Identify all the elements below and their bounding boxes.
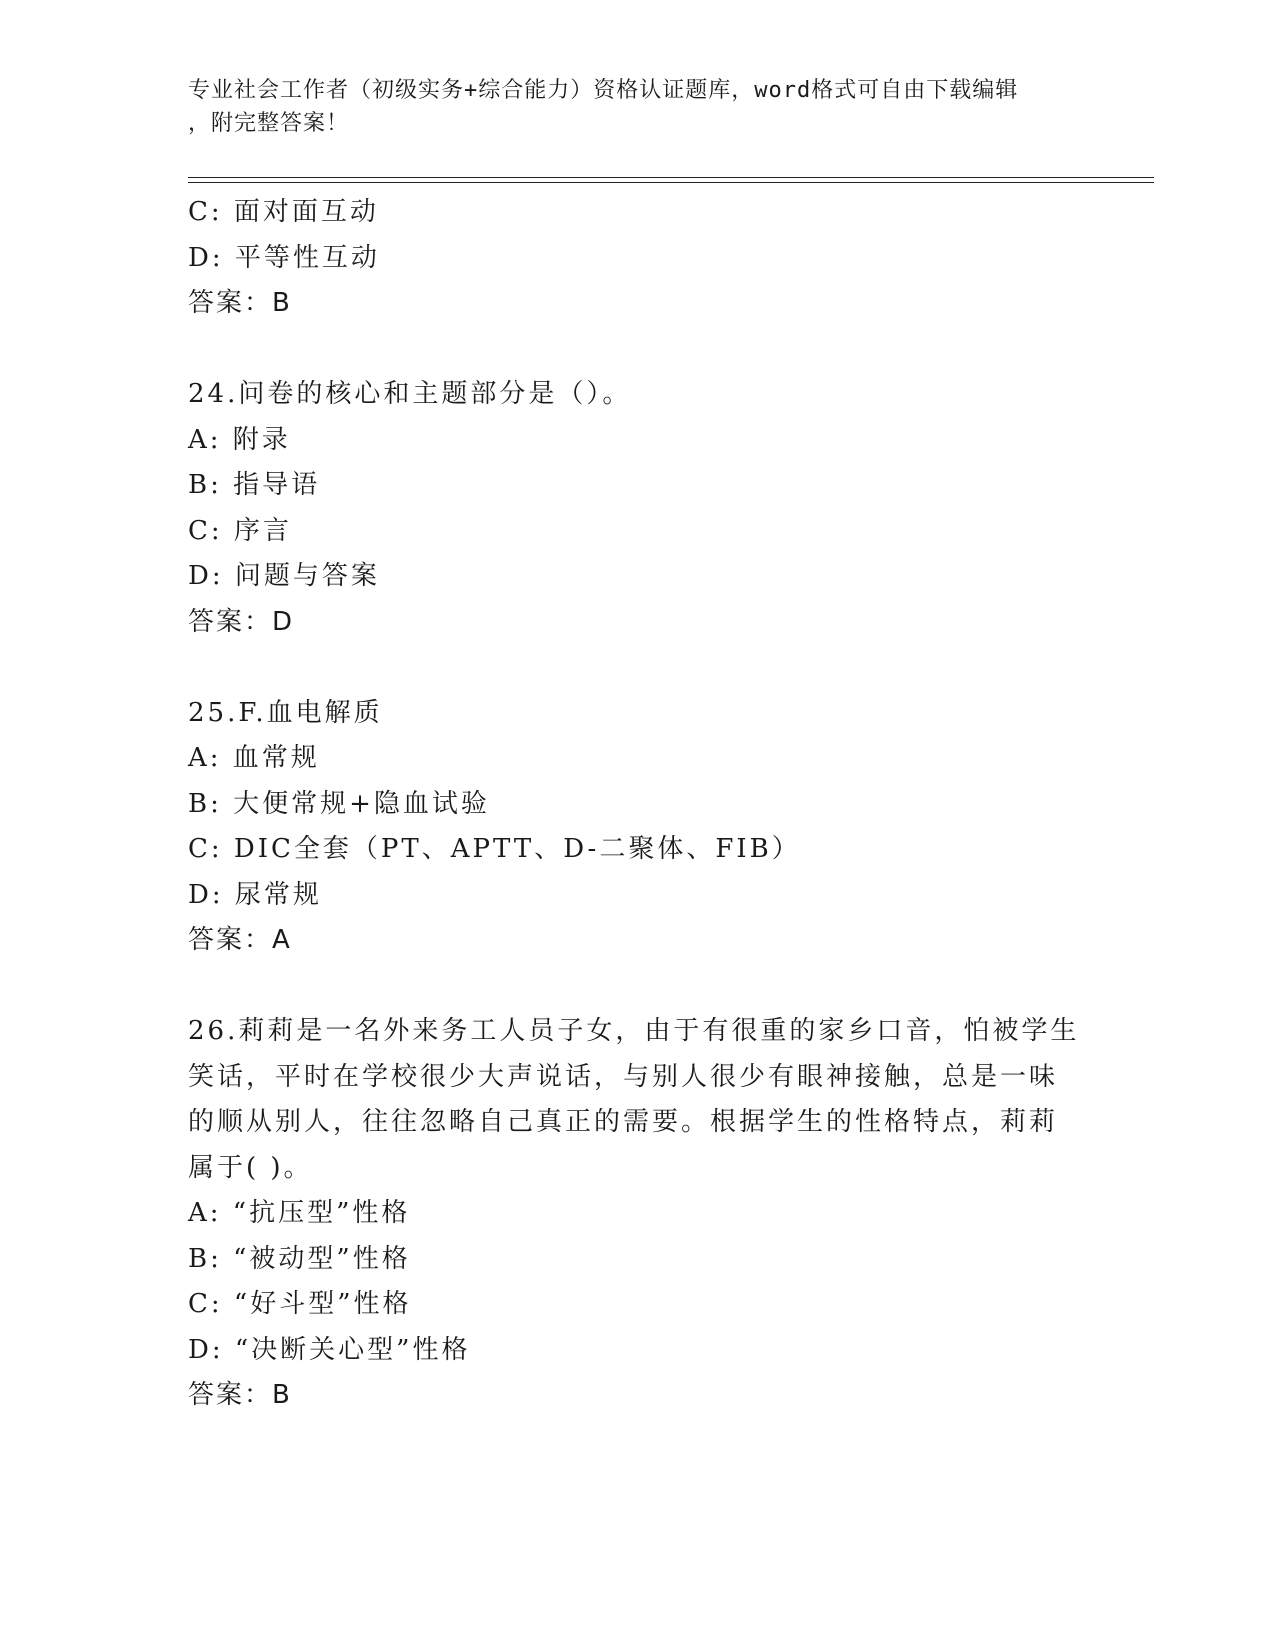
question-26-stem-line: 笑话，平时在学校很少大声说话，与别人很少有眼神接触，总是一味 [188, 1061, 1059, 1092]
question-24-stem: 24.问卷的核心和主题部分是（）。 [188, 379, 632, 409]
question-23-answer: 答案：B [188, 288, 292, 318]
question-spacer [188, 645, 1088, 691]
header-title-line-1: 专业社会工作者（初级实务+综合能力）资格认证题库，word格式可自由下载编辑 [188, 78, 1019, 103]
question-26-stem-line: 26.莉莉是一名外来务工人员子女，由于有很重的家乡口音，怕被学生 [188, 1016, 1080, 1046]
question-25-answer: 答案：A [188, 925, 292, 955]
question-24-option-a: A: 附录 [188, 424, 291, 455]
question-25-option-a: A: 血常规 [188, 743, 320, 773]
question-24-option-c: C: 序言 [188, 515, 292, 546]
question-25 [188, 691, 1088, 964]
question-26-answer: 答案：B [188, 1380, 292, 1410]
question-26-option-d: D: “决断关心型”性格 [188, 1334, 471, 1365]
header-title-line-2: ，附完整答案！ [188, 111, 350, 136]
question-26-option-b: B: “被动型”性格 [188, 1243, 411, 1274]
question-spacer [188, 964, 1088, 1010]
header-divider-bottom [188, 182, 1154, 183]
question-list [188, 190, 1088, 1419]
question-26-stem-line: 的顺从别人，往往忽略自己真正的需要。根据学生的性格特点，莉莉 [188, 1107, 1059, 1137]
question-26-option-c: C: “好斗型”性格 [188, 1289, 412, 1319]
question-25-stem: 25.F.血电解质 [188, 697, 383, 728]
question-23-option-d: D: 平等性互动 [188, 242, 380, 273]
question-26-stem-line: 属于( )。 [188, 1152, 313, 1183]
question-24-option-b: B: 指导语 [188, 470, 321, 500]
question-26 [188, 1009, 1088, 1419]
question-23-option-c: C: 面对面互动 [188, 197, 379, 227]
question-26-option-a: A: “抗压型”性格 [188, 1198, 411, 1228]
question-24-answer: 答案：D [188, 606, 295, 637]
question-25-option-d: D: 尿常规 [188, 879, 322, 910]
header-divider-top [188, 177, 1154, 178]
question-23 [188, 190, 1088, 327]
question-spacer [188, 327, 1088, 373]
question-26-stem [188, 1009, 1088, 1191]
question-24-option-d: D: 问题与答案 [188, 561, 380, 591]
question-24 [188, 372, 1088, 645]
document-header [188, 74, 1088, 140]
question-25-option-c: C: DIC全套（PT、APTT、D-二聚体、FIB） [188, 834, 801, 864]
question-25-option-b: B: 大便常规+隐血试验 [188, 788, 490, 819]
